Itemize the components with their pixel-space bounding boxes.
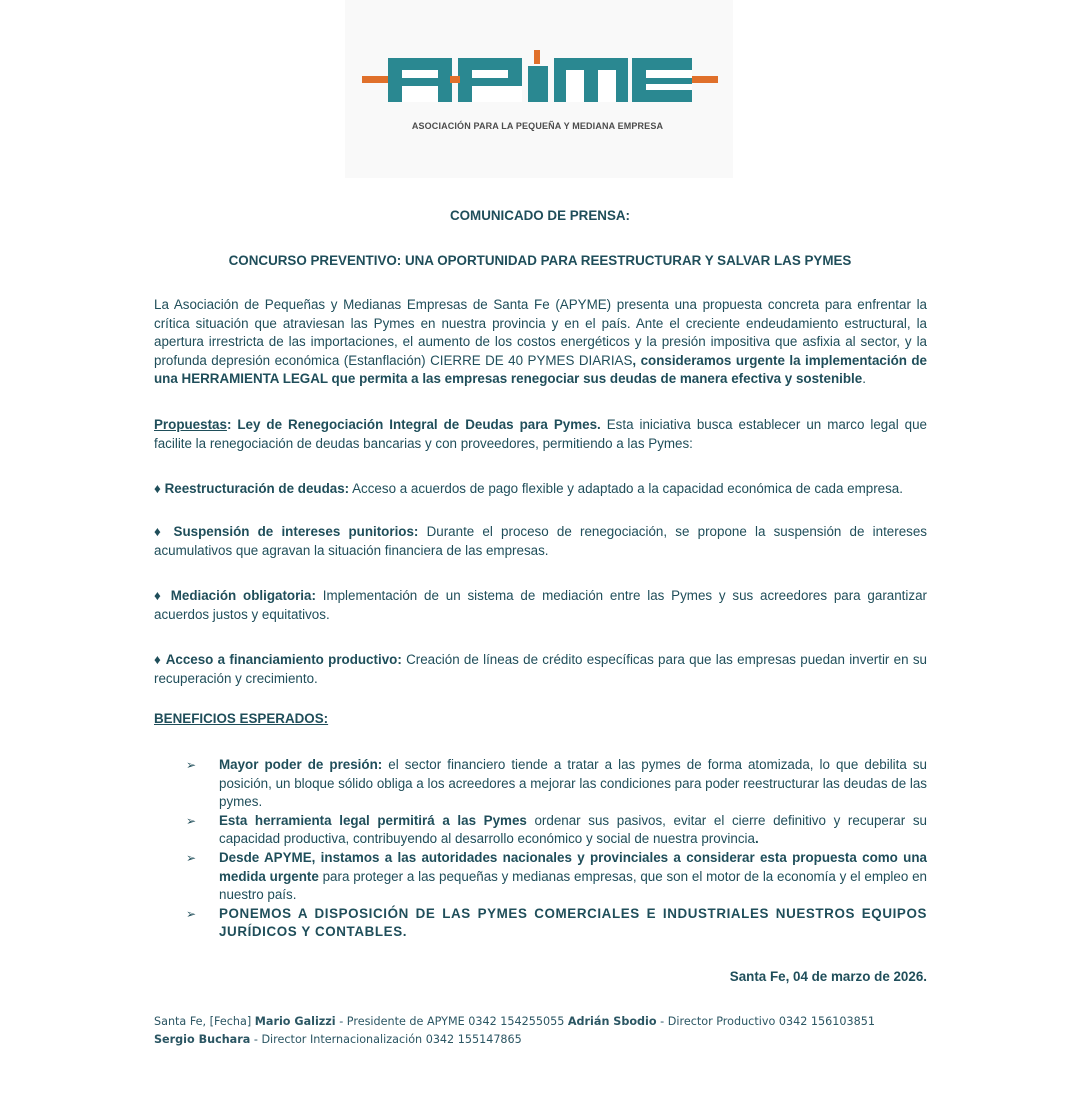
intro-bold-text: , consideramos urgente la implementación de una HERRAMIENTA LEGAL que permita a las empresas renegociar sus deudas de manera efectiva y sostenible xyxy=(154,352,928,387)
footer-prefix: Santa Fe, [Fecha] xyxy=(154,1015,255,1028)
benefit-item xyxy=(186,812,927,849)
contact-role: - Presidente de APYME 0342 154255055 xyxy=(335,1015,568,1028)
item-bullet: ♦ xyxy=(154,652,162,667)
item-title: Mediación obligatoria: xyxy=(170,588,316,603)
contact-role: - Director Productivo 0342 156103851 xyxy=(656,1015,875,1028)
intro-paragraph xyxy=(154,296,927,389)
item-text: Acceso a acuerdos de pago flexible y adaptado a la capacidad económica de cada empresa. xyxy=(349,481,903,496)
proposal-item xyxy=(154,587,927,624)
arrow-bullet-icon: ➢ xyxy=(186,813,197,828)
proposals-title: : Ley de Renegociación Integral de Deudas para Pymes. xyxy=(226,417,601,432)
item-title: Reestructuración de deudas: xyxy=(164,481,350,496)
item-bullet: ♦ xyxy=(154,481,161,496)
benefits-heading: BENEFICIOS ESPERADOS: xyxy=(154,711,329,726)
proposals-text: Esta iniciativa busca establecer un marco legal que facilite la renegociación de deudas bancarias y con proveedores, permitiendo a las Pymes: xyxy=(154,417,927,451)
proposal-item xyxy=(154,480,927,499)
item-title: Acceso a financiamiento productivo: xyxy=(165,652,402,667)
benefit-bold: Esta herramienta legal permitirá a las Pymes xyxy=(219,812,527,828)
logo-subtitle: ASOCIACIÓN PARA LA PEQUEÑA Y MEDIANA EMPRESA xyxy=(411,121,664,131)
item-bullet: ♦ xyxy=(154,588,164,603)
item-text: Durante el proceso de renegociación, se propone la suspensión de intereses acumulativos que agravan la situación financiera de las empresas. xyxy=(154,524,927,558)
benefit-text: ordenar sus pasivos, evitar el cierre definitivo y recuperar su capacidad productiva, contribuyendo al desarrollo económico y social de nuestra provincia xyxy=(219,812,927,847)
benefit-text: para proteger a las pequeñas y medianas empresas, que son el motor de la economía y el empleo en nuestro país. xyxy=(219,868,927,903)
contact-name: Adrián Sbodio xyxy=(567,1015,657,1028)
item-text: Implementación de un sistema de mediación entre las Pymes y sus acreedores para garantizar acuerdos justos y equitativos. xyxy=(154,588,927,622)
proposals-label: Propuestas xyxy=(154,417,227,432)
intro-text: La Asociación de Pequeñas y Medianas Empresas de Santa Fe (APYME) presenta una propuesta concreta para enfrentar la crítica situación que atraviesan las Pymes en nuestra provincia y en el país. Ante el creciente endeudamiento estructural, la apertura irrestricta de las importaciones, el aumento de los costos energéticos y la presión impositiva que asfixia al sector, y la profunda depresión económica (Estanflación) CIERRE DE 40 PYMES DIARIAS xyxy=(154,297,927,368)
proposal-item xyxy=(154,523,927,560)
item-bullet: ♦ xyxy=(154,524,166,539)
item-title: Suspensión de intereses punitorios: xyxy=(173,524,419,539)
arrow-bullet-icon: ➢ xyxy=(186,758,197,772)
proposal-item xyxy=(154,651,927,688)
benefit-bold: Desde APYME, instamos a las autoridades nacionales y provinciales a considerar esta propuesta como una medida urgente xyxy=(219,849,927,884)
benefit-item xyxy=(186,849,927,905)
contact-name: Sergio Buchara xyxy=(154,1033,251,1046)
footer-contacts xyxy=(154,1013,934,1049)
proposals-paragraph xyxy=(154,416,927,453)
apyme-logo xyxy=(360,46,720,106)
document-date: Santa Fe, 04 de marzo de 2026. xyxy=(729,969,927,984)
document-title: CONCURSO PREVENTIVO: UNA OPORTUNIDAD PARA REESTRUCTURAR Y SALVAR LAS PYMES xyxy=(228,253,852,268)
benefits-list xyxy=(186,756,927,942)
benefit-text: el sector financiero tiende a tratar a las pymes de forma atomizada, lo que debilita su posición, un bloque sólido obliga a los acreedores a mejorar las condiciones para poder reestructurar las deudas de las pymes. xyxy=(219,757,927,810)
benefit-bold: PONEMOS A DISPOSICIÓN DE LAS PYMES COMERCIALES E INDUSTRIALES NUESTROS EQUIPOS JURÍDICOS Y CONTABLES. xyxy=(219,905,927,940)
benefit-item xyxy=(186,905,927,942)
benefit-end: . xyxy=(754,831,759,847)
contact-role: - Director Internacionalización 0342 155147865 xyxy=(250,1033,522,1046)
press-release-heading: COMUNICADO DE PRENSA: xyxy=(449,208,631,223)
benefit-bold: Mayor poder de presión: xyxy=(219,757,383,772)
contact-name: Mario Galizzi xyxy=(254,1015,336,1028)
benefit-item xyxy=(186,756,927,812)
item-text: Creación de líneas de crédito específicas para que las empresas puedan invertir en su recuperación y crecimiento. xyxy=(154,652,927,686)
arrow-bullet-icon: ➢ xyxy=(186,850,197,865)
intro-end: . xyxy=(862,371,866,387)
arrow-bullet-icon: ➢ xyxy=(186,906,197,921)
